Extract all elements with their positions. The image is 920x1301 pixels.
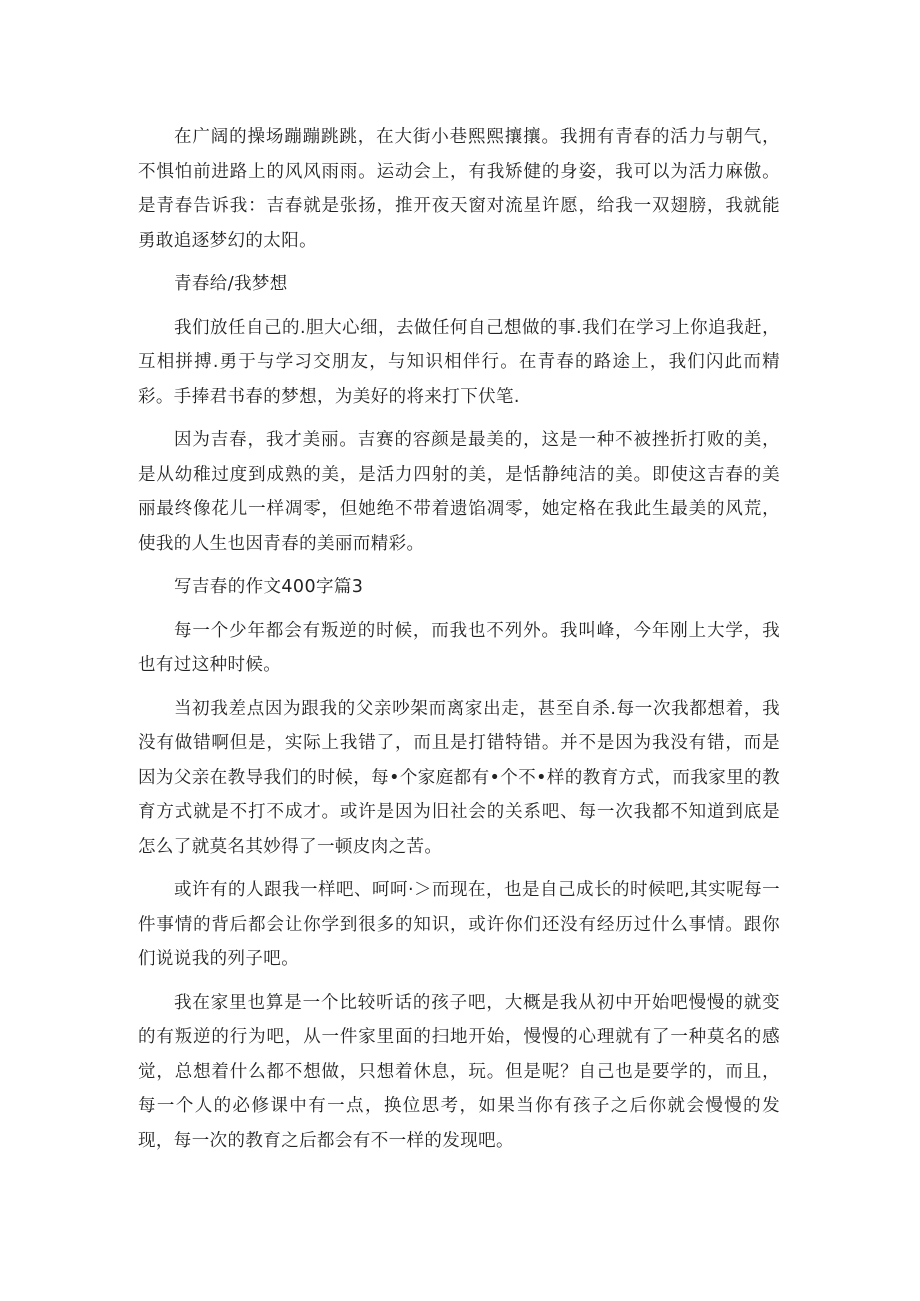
paragraph: 或许有的人跟我一样吧、呵呵·＞而现在，也是自己成长的时候吧,其实呢每一件事情的背后都会让你学到很多的知识，或许你们还没有经历过什么事情。跟你们说说我的列子吧。 [138,880,780,969]
document-body [138,120,780,1167]
paragraph: 在广阔的操场蹦蹦跳跳，在大街小巷熙熙攘攘。我拥有青春的活力与朝气，不惧怕前进路上的风风雨雨。运动会上，有我矫健的身姿，我可以为活力麻傲。是青春告诉我：吉春就是张扬，推开夜天窗对流星许愿，给我一双翅膀，我就能勇敢追逐梦幻的太阳。 [138,127,780,251]
paragraph: 我们放任自己的.胆大心细，去做任何自己想做的事.我们在学习上你追我赶，互相拼搏.勇于与学习交朋友，与知识相伴行。在青春的路途上，我们闪此而精彩。手捧君书春的梦想，为美好的将来打下伏笔. [138,317,780,407]
paragraph: 当初我差点因为跟我的父亲吵架而离家出走，甚至自杀.每一次我都想着，我没有做错啊但是，实际上我错了，而且是打错特错。并不是因为我没有错，而是因为父亲在教导我们的时候，每•个家庭都有•个不•样的教育方式，而我家里的教育方式就是不打不成才。或许是因为旧社会的关系吧、每一次我都不知道到底是怎么了就莫名其妙得了一顿皮肉之苦。 [138,698,780,857]
section-heading: 写吉春的作文400字篇3 [174,577,364,597]
paragraph: 我在家里也算是一个比较听话的孩子吧，大概是我从初中开始吧慢慢的就变的有叛逆的行为吧，从一件家里面的扫地开始，慢慢的心理就有了一种莫名的感觉，总想着什么都不想做，只想着休息，玩。但是呢？自己也是要学的，而且，每一个人的必修课中有一点，换位思考，如果当你有孩子之后你就会慢慢的发现，每一次的教育之后都会有不一样的发现吧。 [138,992,780,1151]
section-heading: 青春给/我梦想 [174,274,288,294]
paragraph: 每一个少年都会有叛逆的时候，而我也不列外。我叫峰，今年刚上大学，我也有过这种时候。 [138,620,780,675]
paragraph: 因为吉春，我才美丽。吉赛的容颜是最美的，这是一种不被挫折打败的美，是从幼稚过度到成熟的美，是活力四射的美，是恬静纯洁的美。即使这吉春的美丽最终像花儿一样凋零，但她绝不带着遗馅凋零，她定格在我此生最美的风荒，使我的人生也因青春的美丽而精彩。 [138,430,780,554]
